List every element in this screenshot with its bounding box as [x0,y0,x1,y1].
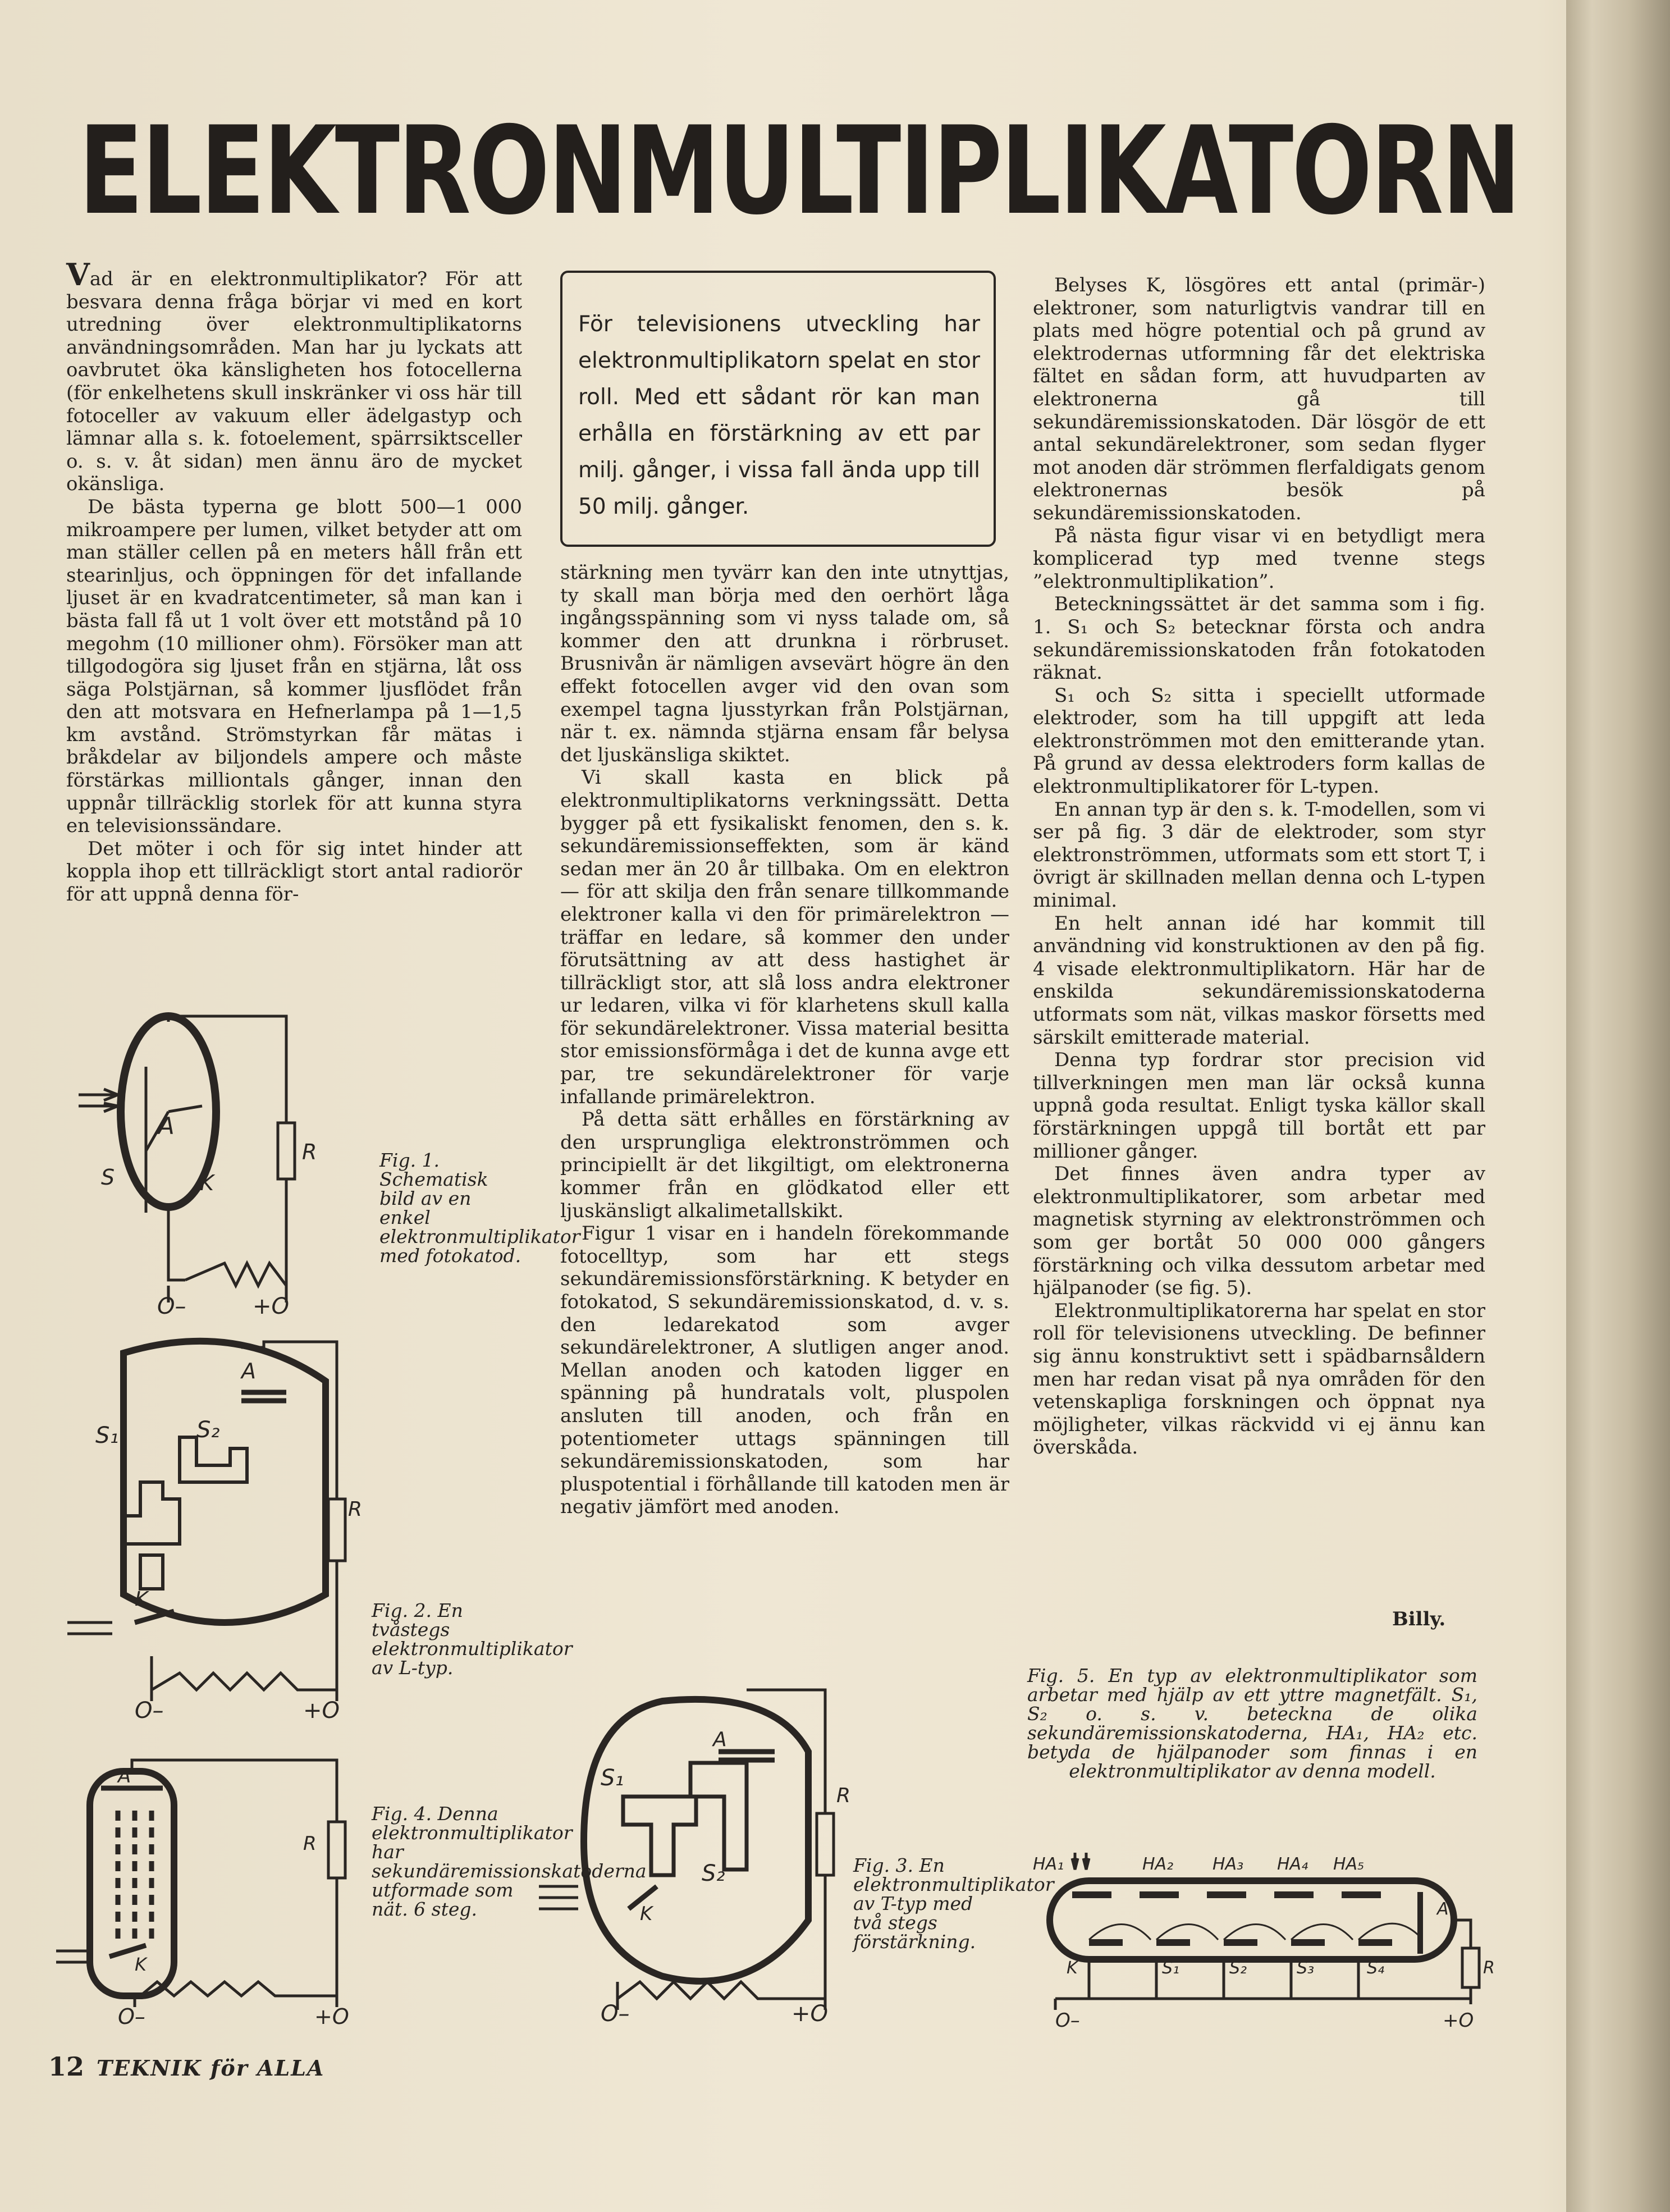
paragraph-14: Denna typ fordrar stor precision vid tillverkningen men man lär också kunna uppnå goda resultat. Enligt tyska källor skall förstärkningen uppgå till bortåt ett par millioner gånger. [1033,1049,1485,1163]
fig4-label-a: A [118,1765,131,1788]
paragraph-10: Beteckningssättet är det samma som i fig. 1. S₁ och S₂ betecknar första och andra sekundäremissionskatoden från fotokatoden räknat. [1033,593,1485,684]
fig3-terminal-plus: +O [791,2001,828,2027]
fig5-label-ha2: HA₂ [1142,1854,1174,1874]
figure-3-caption: Fig. 3. En elektronmultiplikator av T-typ med två stegs förstärkning. [853,1854,1054,1953]
fig2-label-s2: S₂ [196,1417,220,1443]
paragraph-7: Figur 1 visar en i handeln förekommande fotocelltyp, som har ett stegs sekundäremissionsförstärkning. K betyder en fotokatod, S sekundäremissionskatod, d. v. s. den ledarekatod som avger sekundärelektroner, A slutligen anger anod. Mellan anoden och katoden ligger en spänning på hundratals volt, pluspolen ansluten till anoden, och från en potentiometer uttags spänningen till sekundäremissionskatoden, som har pluspotential i förhållande till katoden men är negativ jämfört med anoden. [560,1222,1009,1519]
fig1-label-a: A [158,1112,175,1140]
fig5-label-s1: S₁ [1162,1958,1180,1978]
fig3-label-r: R [836,1784,851,1807]
fig3-label-k: K [640,1903,653,1925]
fig3-label-s2: S₂ [702,1861,725,1886]
fig5-label-a: A [1437,1899,1449,1919]
paragraph-15: Det finnes även andra typer av elektronmultiplikatorer, som arbetar med magnetisk styrning av elektronströmmen och som ger bortåt 50 000 000 gångers förstärkning och vilka dessutom arbetar med hjälpanoder (se fig. 5). [1033,1163,1485,1300]
fig2-terminal-minus: O– [135,1698,164,1724]
paragraph-12: En annan typ är den s. k. T-modellen, som vi ser på fig. 3 där de elektroder, som styr elektronströmmen, utformats som ett stort T, i övrigt är skillnaden mellan denna och L-typen minimal. [1033,798,1485,912]
paragraph-16: Elektronmultiplikatorerna har spelat en stor roll för televisionens utveckling. De befinner sig ännu konstruktivt sett i spädbarnsåldern men har redan visat på nya områden för den vetenskapliga forskningen och öppnat nya möjligheter, vilkas räckvidd vi ej ännu kan överskåda. [1033,1299,1485,1459]
fig5-label-ha3: HA₃ [1213,1854,1244,1874]
fig5-terminal-plus: +O [1443,2009,1474,2032]
text-column-1 [66,257,522,906]
fig2-label-r: R [348,1498,363,1521]
page-number: 12 [48,2051,85,2082]
text-column-3 [1033,274,1485,1459]
paragraph-11: S₁ och S₂ sitta i speciellt utformade elektroder, som ha till uppgift att leda elektronströmmen mot den emitterande ytan. På grund av dessa elektroders form kallas de elektronmultiplikatorer för L-typen. [1033,684,1485,798]
fig5-label-ha1: HA₁ [1033,1854,1064,1874]
fig4-label-r: R [303,1832,317,1855]
fig3-label-a: A [713,1728,727,1751]
paragraph-4: stärkning men tyvärr kan den inte utnyttjas, ty skall man börja med den oerhört låga ingångsspänning som vi nyss talade om, så kommer den att drunkna i rörbruset. Brusnivån är nämligen avsevärt högre än den effekt fotocellen avger vid den ovan som exempel tagna ljusstyrkan från Polstjärnan, när t. ex. nämnda stjärna ensam får belysa det ljuskänsliga skiktet. [560,561,1009,766]
fig1-terminal-plus: +O [253,1294,289,1319]
fig4-terminal-minus: O– [118,2004,145,2029]
fig5-label-ha5: HA₅ [1333,1854,1365,1874]
fig4-terminal-plus: +O [314,2004,349,2029]
fig1-terminal-minus: O– [157,1294,186,1319]
figure-3-diagram [539,1684,853,2027]
paragraph-1 [66,257,522,496]
callout-text: För televisionens utveckling har elektronmultiplikatorn spelat en stor roll. Med ett sådant rör kan man erhålla en förstärkning av ett par milj. gånger, i vissa fall ända upp till 50 milj. gånger. [578,312,980,519]
figure-1-diagram [56,1022,348,1319]
fig2-label-k: K [135,1588,148,1611]
paragraph-1-text: ad är en elektronmultiplikator? För att besvara denna fråga börjar vi med en kort utredning över elektronmultiplikatorns användningsområden. Man har ju lyckats att oavbrutet öka känsligheten hos fotocellerna (för enkelhetens skull inskränker vi oss här till fotoceller av vakuum eller ädelgastyp och lämnar alla s. k. fotoelement, spärrsiktsceller o. s. v. åt sidan) men ännu äro de mycket okänsliga. [66,268,522,496]
article-title: ELEKTRONMULTIPLIKATORN [79,100,1520,241]
figure-2-diagram [56,1331,363,1724]
paragraph-5: Vi skall kasta en blick på elektronmultiplikatorns verkningssätt. Detta bygger på ett fysikaliskt fenomen, den s. k. sekundäremissionseffekten, som är känd sedan mer än 20 år tillbaka. Om en elektron — för att skilja den från senare tillkommande elektroner kalla vi den för primärelektron — träffar en ledare, så kommer den under förutsättning av att dess hastighet är tillräckligt stor, att slå loss andra elektroner ur ledaren, vilka vi för klarhetens skull kalla för sekundärelektroner. Vissa material besitta stor emissionsförmåga i det de kunna avge ett par, tre sekundärelektroner för varje infallande primärelektron. [560,766,1009,1108]
figure-4-diagram [56,1760,359,2029]
figure-4-caption: Fig. 4. Denna elektronmultiplikator har sekundäremissionskatoderna utformade som nät. 6 steg. [372,1803,647,1920]
fig3-terminal-minus: O– [601,2001,630,2027]
text-column-2 [560,561,1009,1519]
fig5-label-s2: S₂ [1229,1958,1247,1978]
fig5-label-s3: S₃ [1297,1958,1315,1978]
fig5-label-k: K [1067,1958,1078,1978]
fig5-terminal-minus: O– [1055,2009,1080,2032]
fig2-label-s1: S₁ [95,1423,119,1448]
figure-2-caption: Fig. 2. En tvåstegs elektronmultiplikator av L-typ. [372,1599,573,1679]
fig3-label-s1: S₁ [601,1765,624,1791]
fig4-label-k: K [135,1954,147,1975]
fig2-label-a: A [241,1359,256,1383]
fig5-label-r: R [1483,1958,1495,1978]
magazine-name: TEKNIK för ALLA [97,2055,325,2081]
paragraph-2: De bästa typerna ge blott 500—1 000 mikroampere per lumen, vilket betyder att om man ställer cellen på en meters håll från ett stearinljus, och öppningen för det infallande ljuset är en kvadratcentimeter, så man kan i bästa fall få ut 1 volt över ett motstånd på 10 megohm (10 millioner ohm). Försöker man att tillgodogöra sig ljuset från en stjärna, låt oss säga Polstjärnan, så kommer ljusflödet från den att motsvara en Hefnerlampa på 1—1,5 km avstånd. Strömstyrkan får mätas i bråkdelar av biljondels ampere och måste förstärkas milliontals gånger, innan den uppnår tillräcklig storlek för att kunna styra en televisionssändare. [66,495,522,838]
fig1-label-k: K [200,1171,214,1195]
paragraph-9: På nästa figur visar vi en betydligt mera komplicerad typ med tvenne stegs ”elektronmultiplikation”. [1033,524,1485,593]
fig2-terminal-plus: +O [303,1698,340,1724]
fig1-label-r: R [302,1140,317,1164]
paragraph-13: En helt annan idé har kommit till användning vid konstruktionen av den på fig. 4 visade elektronmultiplikatorn. Här har de enskilda sekundäremissionskatoderna utformats som nät, vilkas maskor försetts med särskilt emitterade material. [1033,912,1485,1049]
drop-cap: V [66,257,90,293]
paragraph-6: På detta sätt erhålles en förstärkning av den ursprungliga elektronströmmen och principiellt är det likgiltigt, om elektronerna kommer från en glödkatod eller ett ljuskänsligt alkalimetallskikt. [560,1108,1009,1222]
fig1-label-s: S [101,1165,115,1190]
page-spine [1566,0,1670,2212]
figure-5-diagram [1033,1847,1495,2032]
fig5-label-s4: S₄ [1367,1958,1385,1978]
author-signature: Billy. [1392,1608,1446,1630]
figure-5-caption: Fig. 5. En typ av elektronmultiplikator som arbetar med hjälp av ett yttre magnetfält. S₁, S₂ o. s. v. beteckna de olika sekundäremissionskatoderna, HA₁, HA₂ etc. betyda de hjälpanoder som finnas i en elektronmultiplikator av denna modell. [1027,1665,1477,1782]
page-footer [48,2051,324,2082]
paragraph-8: Belyses K, lösgöres ett antal (primär-) elektroner, som naturligtvis vandrar till en plats med högre potential och på grund av elektrodernas utformning får det elektriska fältet en sådan form, att huvudparten av elektronerna gå till sekundäremissionskatoden. Där lösgör de ett antal sekundärelektroner, som sedan flyger mot anoden där strömmen flerfaldigats genom elektronernas besök på sekundäremissionskatoden. [1033,274,1485,524]
paragraph-3: Det möter i och för sig intet hinder att koppla ihop ett tillräckligt stort antal radiorör för att uppnå denna för- [66,837,522,906]
figure-1-caption: Fig. 1. Schematisk bild av en enkel elektronmultiplikator med fotokatod. [379,1149,580,1267]
fig5-label-ha4: HA₄ [1277,1854,1308,1874]
